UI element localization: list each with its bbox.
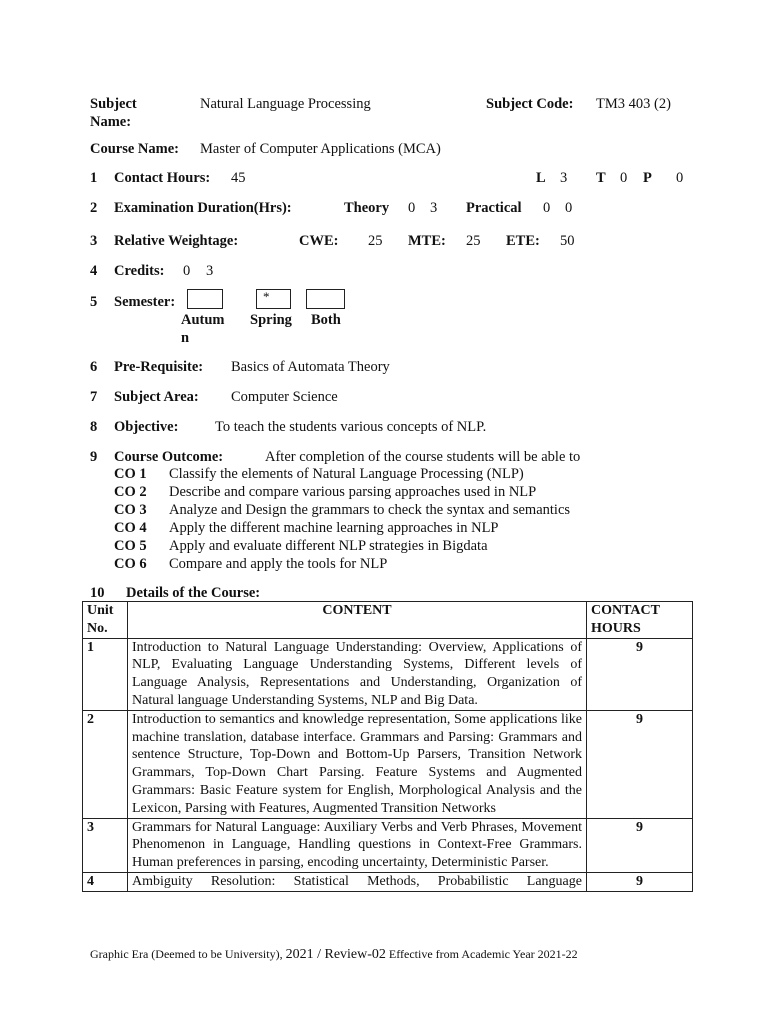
content-header: CONTENT: [128, 602, 587, 639]
spring-checkbox[interactable]: [256, 289, 291, 309]
unit-number: 2: [83, 710, 128, 818]
course-details-table: [82, 601, 693, 892]
hours-header: CONTACT HOURS: [587, 602, 693, 639]
practical-digit-2: 0: [565, 200, 573, 216]
unit-number: 4: [83, 872, 128, 891]
spring-check-mark: *: [263, 289, 270, 304]
unit-content: Introduction to semantics and knowledge representation, Some applications like machine translation, database interface. Grammars and Parsing: Grammars and sentence Structure, Top-Down and Bottom-Up Parsers, Transition Network Grammars, Top-Down Chart Parsing. Feature Systems and Augmented Grammars: Basic Feature system for English, Morphological Analysis and the Lexicon, Parsing with Features, Augmented Transition Networks: [128, 710, 587, 818]
unit-header: Unit No.: [83, 602, 128, 639]
theory-digit-2: 3: [430, 200, 438, 216]
tutorial-value: 0: [620, 170, 628, 186]
unit-hours: 9: [587, 872, 693, 891]
co-code: CO 4: [114, 520, 147, 536]
unit-number: 1: [83, 638, 128, 710]
co-text: Classify the elements of Natural Language Processing (NLP): [169, 466, 524, 482]
both-label: Both: [311, 312, 341, 328]
footer-university: Graphic Era (Deemed to be University),: [90, 947, 283, 961]
subject-area-value: Computer Science: [231, 389, 338, 405]
mte-value: 25: [466, 233, 481, 249]
course-name-value: Master of Computer Applications (MCA): [200, 141, 441, 157]
objective-label: Objective:: [114, 419, 179, 435]
co-text: Compare and apply the tools for NLP: [169, 556, 388, 572]
contact-hours-label: Contact Hours:: [114, 170, 211, 186]
exam-duration-label: Examination Duration(Hrs):: [114, 200, 292, 216]
item-number: 5: [90, 294, 98, 310]
subject-code-value: TM3 403 (2): [596, 96, 671, 112]
spring-label: Spring: [250, 312, 292, 328]
subject-code-label: Subject Code:: [486, 96, 574, 112]
objective-value: To teach the students various concepts of NLP.: [215, 419, 487, 435]
table-row: [83, 638, 693, 710]
item-number: 8: [90, 419, 98, 435]
prerequisite-label: Pre-Requisite:: [114, 359, 204, 375]
co-code: CO 6: [114, 556, 147, 572]
contact-hours-value: 45: [231, 170, 246, 186]
theory-digit-1: 0: [408, 200, 416, 216]
lecture-label: L: [536, 170, 546, 186]
item-number: 1: [90, 170, 98, 186]
unit-content: Introduction to Natural Language Understanding: Overview, Applications of NLP, Evaluating Language Understanding Systems, Different levels of Language Analysis, Representations and Understanding, Organization of Natural language Understanding Systems, NLP and Big Data.: [128, 638, 587, 710]
co-text: Apply and evaluate different NLP strategies in Bigdata: [169, 538, 488, 554]
details-label: Details of the Course:: [126, 585, 261, 601]
cwe-value: 25: [368, 233, 383, 249]
table-row: [83, 872, 693, 891]
course-name-label: Course Name:: [90, 141, 179, 157]
weightage-label: Relative Weightage:: [114, 233, 239, 249]
item-number: 6: [90, 359, 98, 375]
co-code: CO 3: [114, 502, 147, 518]
practical-label: P: [643, 170, 652, 186]
course-outcome-label: Course Outcome:: [114, 449, 224, 465]
unit-number: 3: [83, 818, 128, 872]
autumn-label: Autum: [181, 312, 225, 328]
unit-hours: 9: [587, 818, 693, 872]
credits-digit-2: 3: [206, 263, 214, 279]
autumn-label-cont: n: [181, 330, 190, 346]
table-row: [83, 710, 693, 818]
lecture-value: 3: [560, 170, 568, 186]
course-outcome-intro: After completion of the course students will be able to: [265, 449, 581, 465]
subject-name-label: Subject: [90, 96, 137, 112]
subject-area-label: Subject Area:: [114, 389, 199, 405]
co-text: Describe and compare various parsing approaches used in NLP: [169, 484, 537, 500]
subject-name-label-cont: Name:: [90, 114, 132, 130]
table-row: [83, 818, 693, 872]
semester-label: Semester:: [114, 294, 176, 310]
co-text: Apply the different machine learning approaches in NLP: [169, 520, 499, 536]
item-number: 3: [90, 233, 98, 249]
co-code: CO 1: [114, 466, 147, 482]
co-text: Analyze and Design the grammars to check the syntax and semantics: [169, 502, 571, 518]
ete-label: ETE:: [506, 233, 540, 249]
mte-label: MTE:: [408, 233, 446, 249]
item-number: 10: [90, 585, 105, 601]
practical-value: 0: [676, 170, 684, 186]
unit-hours: 9: [587, 638, 693, 710]
practical-digit-1: 0: [543, 200, 551, 216]
theory-label: Theory: [344, 200, 390, 216]
co-code: CO 2: [114, 484, 147, 500]
ete-value: 50: [560, 233, 575, 249]
page-footer: [90, 945, 578, 964]
autumn-checkbox[interactable]: [187, 289, 223, 309]
credits-digit-1: 0: [183, 263, 191, 279]
both-checkbox[interactable]: [306, 289, 345, 309]
cwe-label: CWE:: [299, 233, 339, 249]
prerequisite-value: Basics of Automata Theory: [231, 359, 390, 375]
unit-hours: 9: [587, 710, 693, 818]
unit-content: Ambiguity Resolution: Statistical Methods, Probabilistic Language: [128, 872, 587, 891]
practical-exam-label: Practical: [466, 200, 522, 216]
tutorial-label: T: [596, 170, 606, 186]
table-header-row: [83, 602, 693, 639]
item-number: 4: [90, 263, 98, 279]
item-number: 9: [90, 449, 98, 465]
footer-effective: Effective from Academic Year 2021-22: [388, 947, 578, 961]
credits-label: Credits:: [114, 263, 165, 279]
subject-name-value: Natural Language Processing: [200, 96, 371, 112]
item-number: 7: [90, 389, 98, 405]
co-code: CO 5: [114, 538, 147, 554]
footer-review: 2021 / Review-02: [285, 947, 386, 962]
item-number: 2: [90, 200, 98, 216]
unit-content: Grammars for Natural Language: Auxiliary Verbs and Verb Phrases, Movement Phenomenon in Language, Handling questions in Context-Free Grammars. Human preferences in parsing, encoding uncertainty, Deterministic Parser.: [128, 818, 587, 872]
